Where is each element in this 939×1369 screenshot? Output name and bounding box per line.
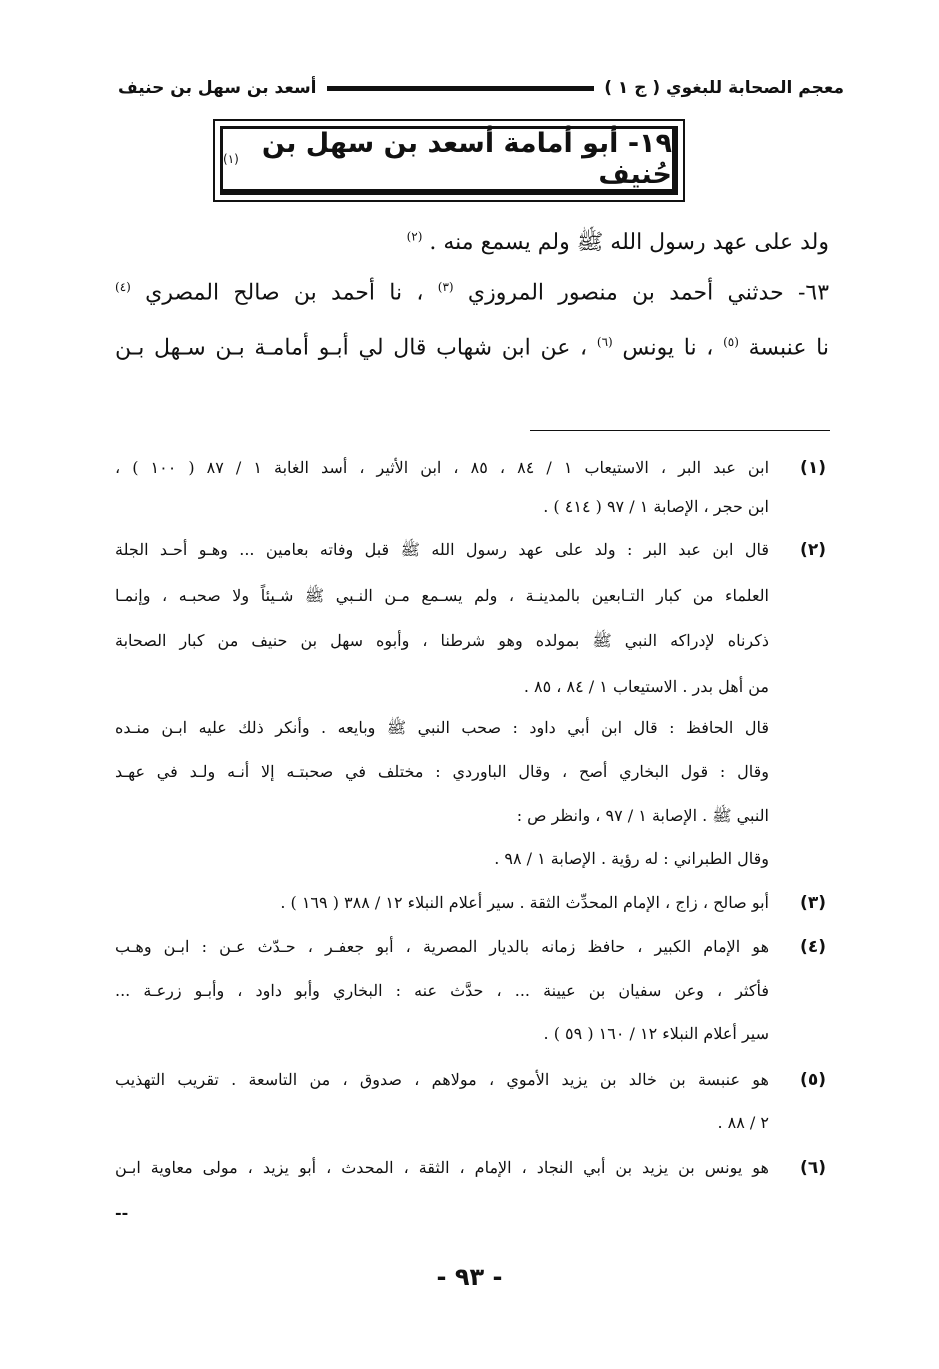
footnote-5-line-1: هو عنبسة بن خالد بن يزيد الأموي ، مولاهم ، صدوق ، من التاسعة . تقريب التهذيب	[115, 1070, 769, 1089]
footnote-3-number: (٣)	[800, 893, 826, 913]
main-text-line-1	[407, 228, 829, 260]
footnote-ref-5: (٥)	[723, 335, 739, 349]
footnote-1-line-2: ابن حجر ، الإصابة ١ / ٩٧ ( ٤١٤ ) .	[543, 497, 769, 516]
main-line-2-part-1: ٦٣- حدثني أحمد بن منصور المروزي	[467, 280, 830, 306]
continuation-mark: --	[115, 1203, 129, 1222]
running-header	[118, 70, 844, 106]
header-book-title: معجم الصحابة للبغوي ( ج ١ )	[604, 78, 844, 98]
footnote-2-number: (٢)	[800, 540, 826, 560]
footnote-ref-2: (٢)	[406, 229, 423, 244]
main-text-line-2	[115, 280, 829, 305]
footnote-4-line-1: هو الإمام الكبير ، حافظ زمانه بالديار المصرية ، أبو جعفـر ، حـدّث عـن : ابـن وهـب	[115, 937, 769, 956]
footnote-1-line-1: ابن عبد البر ، الاستيعاب ١ / ٨٤ ، ٨٥ ، ابن الأثير ، أسد الغابة ١ / ٨٧ ( ١٠٠ ) ،	[115, 458, 770, 477]
footnote-5-number: (٥)	[800, 1070, 826, 1090]
page-number: - ٩٣ -	[436, 1263, 503, 1291]
footnote-2-line-6: وقال : قول البخاري أصح ، وقال الباوردي : مختلف في صحبتـه إلا أنـه ولـد في عهـد	[115, 762, 769, 781]
footnote-ref-3: (٣)	[437, 280, 454, 294]
footnote-2-line-2: العلماء من كبار التـابعين بالمدينـة ، ولم يسـمع مـن النـبي ﷺ شـيئاً ولا صحبـه ، وإنمـا	[115, 586, 769, 605]
footnote-6-number: (٦)	[800, 1158, 826, 1178]
footnote-5-line-2: ٢ / ٨٨ .	[717, 1113, 769, 1132]
chapter-title: ١٩- أبو أمامة أسعد بن سهل بن حُنيف	[261, 128, 672, 190]
footnote-2-line-3: ذكرناه لإدراكه النبي ﷺ بمولده وهو شرطنا ، وأبوه سهل بن حنيف من كبار الصحابة	[115, 631, 769, 650]
main-line-1-text: ولد على عهد رسول الله ﷺ ولم يسمع منه .	[429, 230, 829, 255]
main-line-2-part-2: ، نا أحمد بن صالح المصري	[145, 280, 424, 306]
footnote-ref-4: (٤)	[115, 280, 131, 294]
footnote-6-line-1: هو يونس بن يزيد بن أبي النجاد ، الإمام ، الثقة ، المحدث ، أبو يزيد ، مولى معاوية ابـن	[115, 1158, 769, 1177]
footnote-3-line-1: أبو صالح ، زاج ، الإمام المحدِّث الثقة . سير أعلام النبلاء ١٢ / ٣٨٨ ( ١٦٩ ) .	[280, 893, 769, 912]
footnote-2-line-4: من أهل بدر . الاستيعاب ١ / ٨٤ ، ٨٥ .	[523, 677, 769, 696]
footnote-2-line-8: وقال الطبراني : له رؤية . الإصابة ١ / ٩٨ .	[494, 849, 769, 868]
header-rule	[327, 86, 595, 91]
footnote-2-line-1: قال ابن عبد البر : ولد على عهد رسول الله ﷺ قبل وفاته بعامين ... وهـو أحـد الجلة	[115, 540, 769, 559]
chapter-title-box	[213, 119, 685, 202]
footnote-2-line-7: النبي ﷺ . الإصابة ١ / ٩٧ ، وانظر ص :	[516, 806, 769, 825]
footnote-ref-6: (٦)	[596, 335, 613, 349]
footnote-4-number: (٤)	[800, 937, 826, 957]
footnote-4-line-2: فأكثر ، وعن سفيان بن عيينة ... ، حدَّث عنه : البخاري وأبو داود ، وأبـو زرعـة ...	[115, 981, 769, 1000]
header-entry-name: أسعد بن سهل بن حنيف	[118, 78, 317, 98]
main-line-3-part-1: نا عنبسة	[748, 335, 829, 361]
footnote-1-number: (١)	[800, 458, 826, 478]
main-text-line-3	[115, 335, 829, 360]
chapter-title-footnote-ref: (١)	[223, 152, 239, 166]
main-line-3-part-2: ، نا يونس	[622, 335, 714, 361]
footnote-separator	[530, 430, 830, 431]
footnote-4-line-3: سير أعلام النبلاء ١٢ / ١٦٠ ( ٥٩ ) .	[543, 1024, 769, 1043]
footnote-2-line-5: قال الحافظ : قال ابن أبي داود : صحب النبي ﷺ وبايعه . وأنكر ذلك عليه ابـن منـده	[115, 718, 769, 737]
chapter-title-frame	[220, 126, 678, 195]
main-line-3-part-3: ، عن ابن شهاب قال لي أبـو أمامـة بـن سـهل بـن	[115, 335, 588, 361]
